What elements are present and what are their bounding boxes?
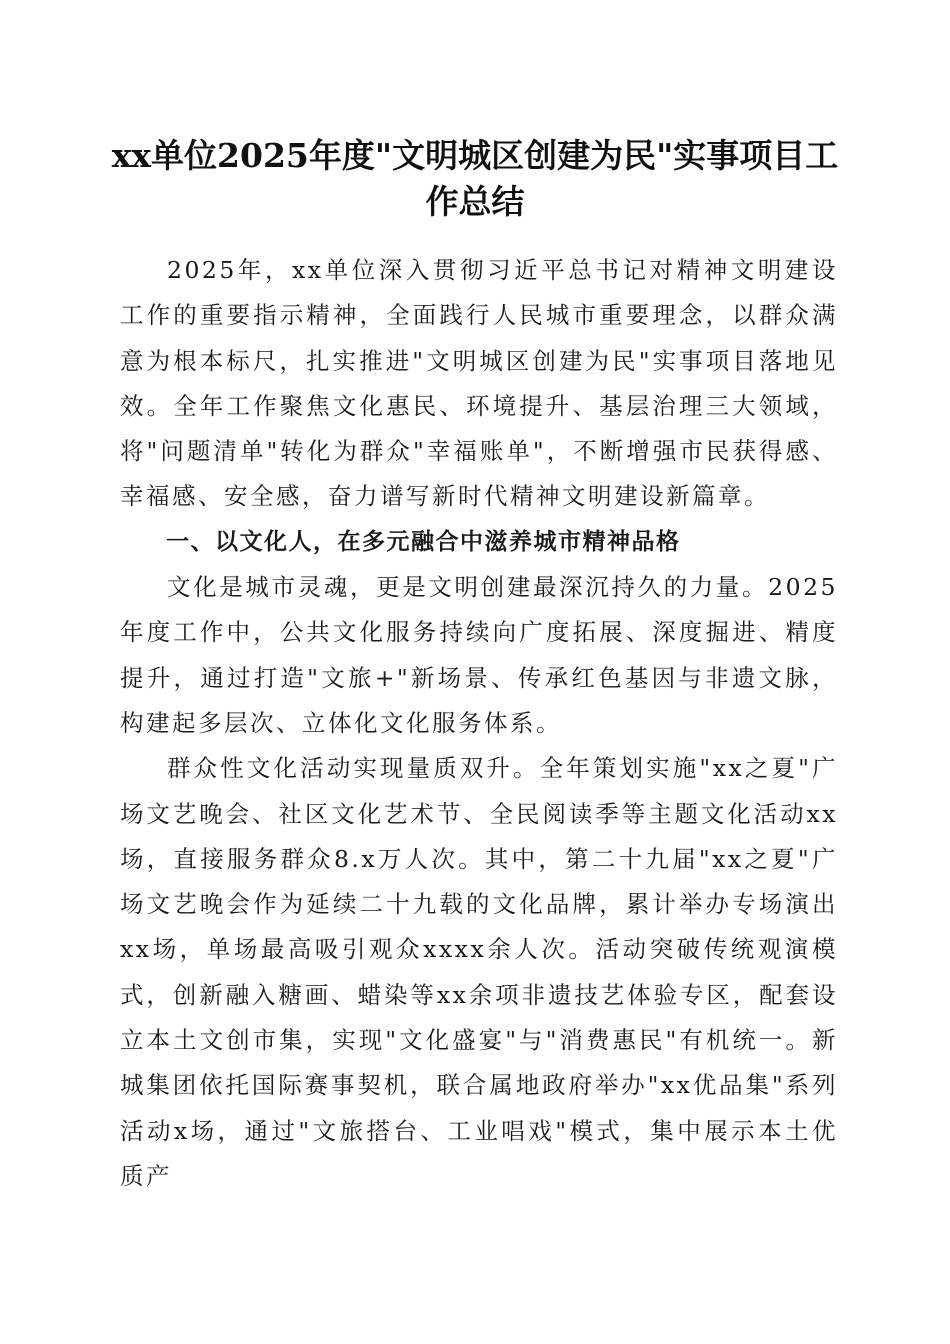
document-title: xx单位2025年度"文明城区创建为民"实事项目工作总结	[111, 136, 839, 221]
activities-paragraph: 群众性文化活动实现量质双升。全年策划实施"xx之夏"广场文艺晚会、社区文化艺术节、全民阅读季等主题文化活动xx场，直接服务群众8.x万人次。其中，第二十九届"xx之夏"广场文艺晚会作为延续二十九载的文化品牌，累计举办专场演出xx场，单场最高吸引观众xxxx余人次。活动突破传统观演模式，创新融入糖画、蜡染等xx余项非遗技艺体验专区，配套设立本土文创市集，实现"文化盛宴"与"消费惠民"有机统一。新城集团依托国际赛事契机，联合属地政府举办"xx优品集"系列活动x场，通过"文旅搭台、工业唱戏"模式，集中展示本土优质产	[120, 754, 838, 1190]
document-body	[120, 248, 838, 1199]
culture-paragraph: 文化是城市灵魂，更是文明创建最深沉持久的力量。2025年度工作中，公共文化服务持续向广度拓展、深度掘进、精度提升，通过打造"文旅+"新场景、传承红色基因与非遗文脉，构建起多层次、立体化文化服务体系。	[120, 573, 838, 737]
section-heading: 一、以文化人，在多元融合中滋养城市精神品格	[166, 528, 681, 555]
intro-paragraph: 2025年，xx单位深入贯彻习近平总书记对精神文明建设工作的重要指示精神，全面践行人民城市重要理念，以群众满意为根本标尺，扎实推进"文明城区创建为民"实事项目落地见效。全年工作聚焦文化惠民、环境提升、基层治理三大领域，将"问题清单"转化为群众"幸福账单"，不断增强市民获得感、幸福感、安全感，奋力谱写新时代精神文明建设新篇章。	[120, 256, 838, 511]
